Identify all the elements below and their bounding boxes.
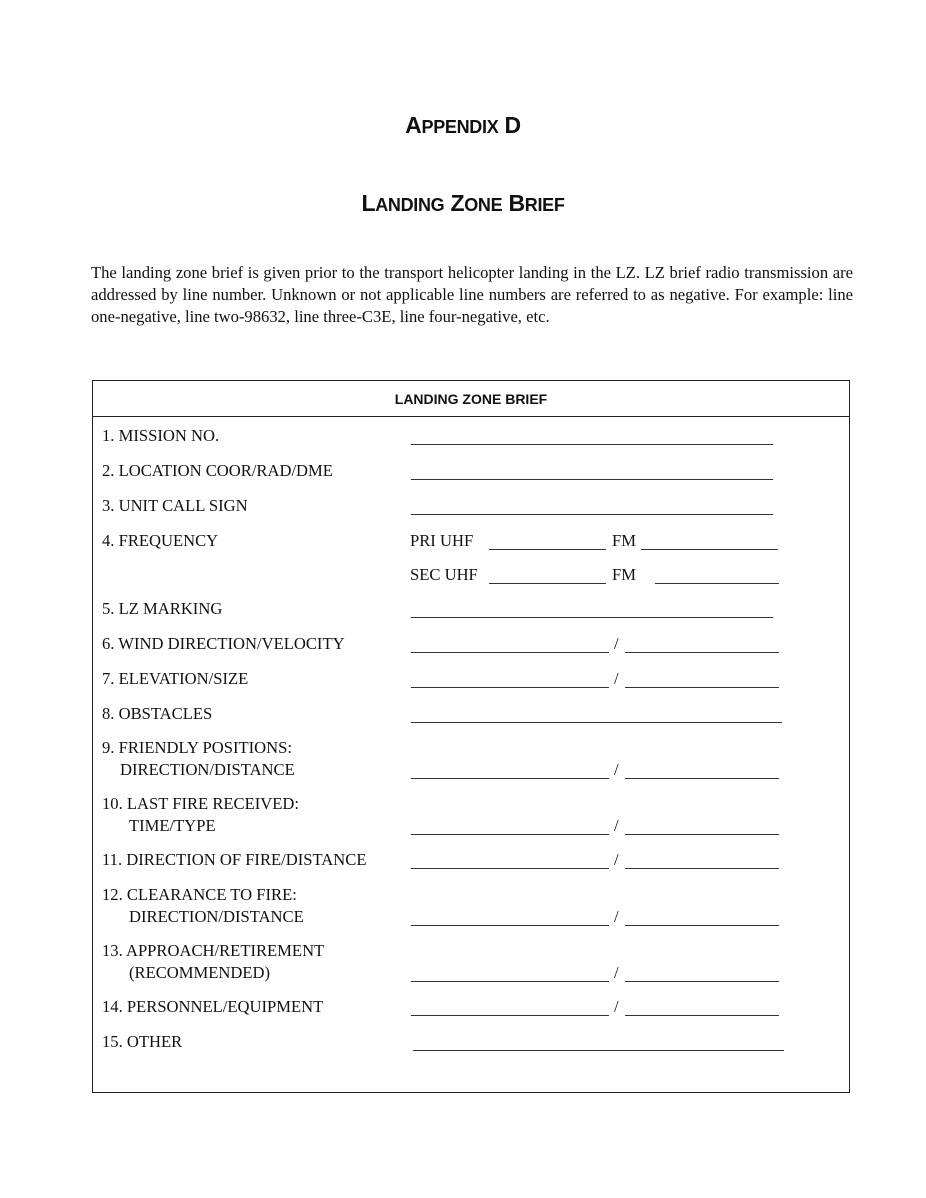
item-label-friendly-positions: 9. FRIENDLY POSITIONS:	[102, 738, 292, 757]
separator: /	[614, 963, 619, 982]
location-field[interactable]	[411, 479, 773, 480]
item-label-other: 15. OTHER	[102, 1032, 183, 1051]
size-field[interactable]	[625, 687, 779, 688]
last-fire-time-field[interactable]	[411, 834, 609, 835]
last-fire-type-field[interactable]	[625, 834, 779, 835]
clearance-distance-field[interactable]	[625, 925, 779, 926]
item-label-obstacles: 8. OBSTACLES	[102, 704, 213, 723]
separator: /	[614, 850, 619, 869]
sec-fm-field[interactable]	[655, 583, 779, 584]
separator: /	[614, 907, 619, 926]
pri-uhf-field[interactable]	[489, 549, 606, 550]
friendly-distance-field[interactable]	[625, 778, 779, 779]
item-label-direction-of-fire: 11. DIRECTION OF FIRE/DISTANCE	[102, 850, 367, 869]
item-label-unit-call-sign: 3. UNIT CALL SIGN	[102, 496, 248, 515]
fire-direction-field[interactable]	[411, 868, 609, 869]
pri-fm-label: FM	[612, 531, 636, 550]
other-field[interactable]	[413, 1050, 784, 1051]
pri-uhf-label: PRI UHF	[410, 531, 474, 550]
separator: /	[614, 816, 619, 835]
personnel-field[interactable]	[411, 1015, 609, 1016]
clearance-direction-field[interactable]	[411, 925, 609, 926]
item-label-location: 2. LOCATION COOR/RAD/DME	[102, 461, 333, 480]
retirement-field[interactable]	[625, 981, 779, 982]
item-label-clearance: 12. CLEARANCE TO FIRE:	[102, 885, 297, 904]
equipment-field[interactable]	[625, 1015, 779, 1016]
unit-call-sign-field[interactable]	[411, 514, 773, 515]
item-label-personnel: 14. PERSONNEL/EQUIPMENT	[102, 997, 324, 1016]
separator: /	[614, 997, 619, 1016]
wind-velocity-field[interactable]	[625, 652, 779, 653]
intro-paragraph: The landing zone brief is given prior to the transport helicopter landing in the LZ. LZ brief radio transmission are addressed by line number. Unknown or not applicable line numbers are referred to as negative. For example: line one-negative, line two-98632, line three-C3E, line four-negative, etc.	[91, 263, 853, 326]
item-label-lz-marking: 5. LZ MARKING	[102, 599, 223, 618]
elevation-field[interactable]	[411, 687, 609, 688]
separator: /	[614, 634, 619, 653]
separator: /	[614, 760, 619, 779]
item-sublabel-friendly-positions: DIRECTION/DISTANCE	[120, 760, 295, 779]
landing-zone-brief-form	[92, 380, 850, 1093]
fire-distance-field[interactable]	[625, 868, 779, 869]
item-label-approach: 13. APPROACH/RETIREMENT	[102, 941, 325, 960]
sec-uhf-field[interactable]	[489, 583, 606, 584]
item-label-wind: 6. WIND DIRECTION/VELOCITY	[102, 634, 345, 653]
item-label-elevation: 7. ELEVATION/SIZE	[102, 669, 249, 688]
appendix-title: APPENDIX D	[405, 112, 521, 138]
item-label-mission-no: 1. MISSION NO.	[102, 426, 220, 445]
approach-field[interactable]	[411, 981, 609, 982]
sec-fm-label: FM	[612, 565, 636, 584]
item-label-frequency: 4. FREQUENCY	[102, 531, 219, 550]
form-header: LANDING ZONE BRIEF	[93, 381, 849, 417]
wind-direction-field[interactable]	[411, 652, 609, 653]
item-sublabel-last-fire: TIME/TYPE	[129, 816, 216, 835]
separator: /	[614, 669, 619, 688]
obstacles-field[interactable]	[411, 722, 782, 723]
sec-uhf-label: SEC UHF	[410, 565, 478, 584]
item-label-last-fire: 10. LAST FIRE RECEIVED:	[102, 794, 299, 813]
item-sublabel-clearance: DIRECTION/DISTANCE	[129, 907, 304, 926]
mission-no-field[interactable]	[411, 444, 773, 445]
document-title: LANDING ZONE BRIEF	[361, 190, 565, 216]
friendly-direction-field[interactable]	[411, 778, 609, 779]
lz-marking-field[interactable]	[411, 617, 773, 618]
pri-fm-field[interactable]	[641, 549, 778, 550]
item-sublabel-approach: (RECOMMENDED)	[129, 963, 271, 982]
